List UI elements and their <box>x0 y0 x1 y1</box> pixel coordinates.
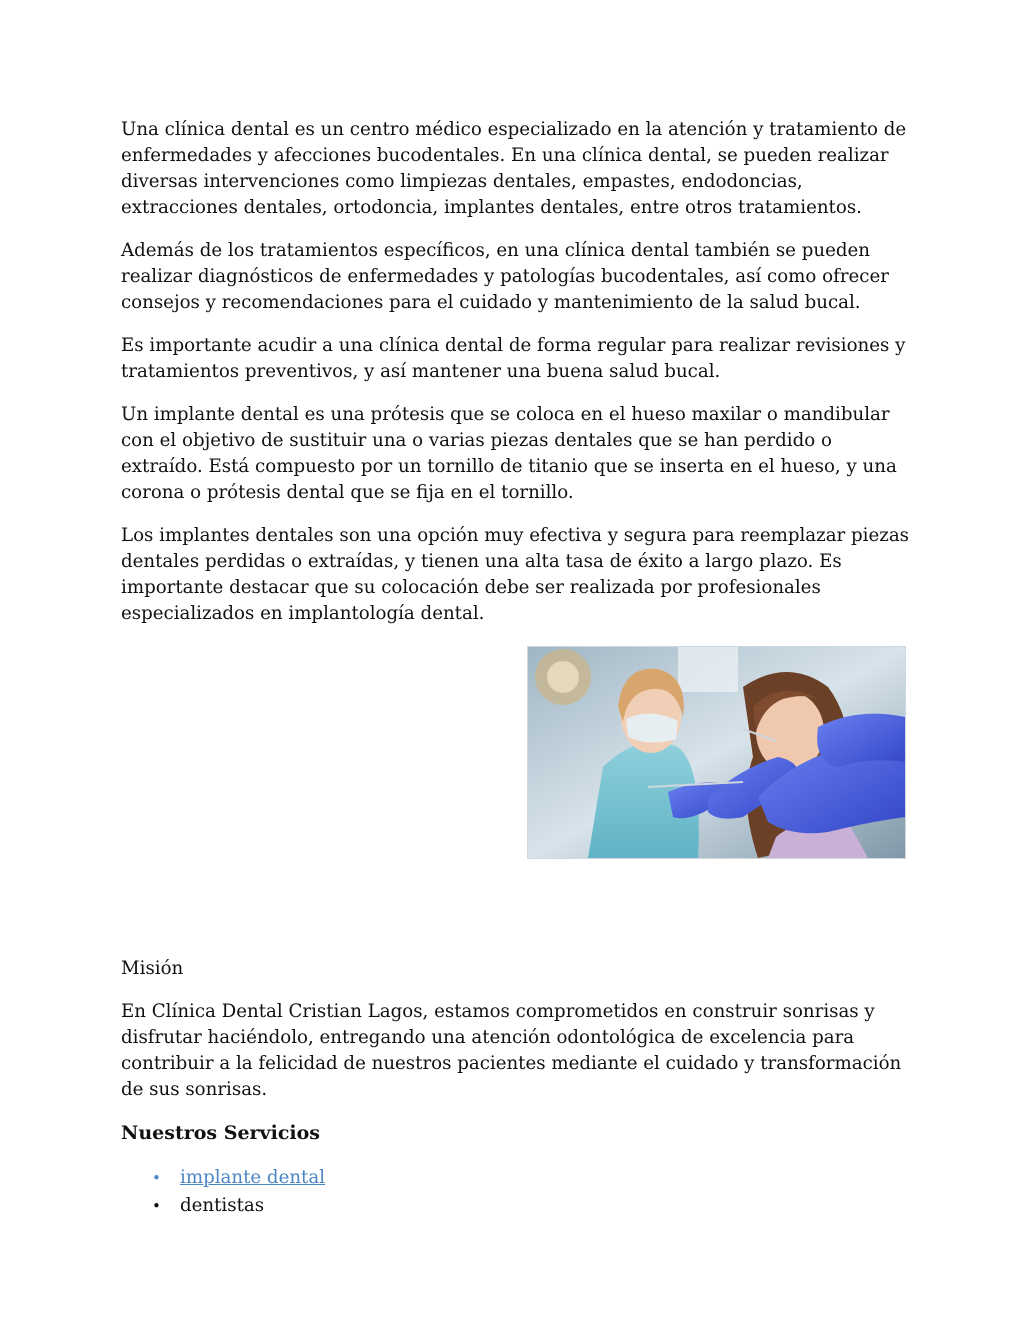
dental-clinic-photo <box>527 646 906 859</box>
dentistas-label: dentistas <box>180 1195 265 1216</box>
services-heading: Nuestros Servicios <box>121 1122 320 1144</box>
document-body <box>121 117 911 1220</box>
mission-heading: Misión <box>121 958 184 979</box>
paragraph-implantes-dentales: Los implantes dentales son una opción muy efectiva y segura para reemplazar piezas dentales perdidas o extraídas, y tienen una alta tasa de éxito a largo plazo. Es importante destacar que su colocación debe ser realizada por profesionales especializados en implantología dental. <box>121 525 910 624</box>
services-list <box>121 1164 911 1220</box>
list-item-dentistas <box>152 1192 911 1220</box>
bullet-icon: • <box>152 1169 161 1187</box>
implante-dental-link[interactable]: implante dental <box>180 1167 326 1188</box>
photo-container <box>121 644 911 956</box>
paragraph-clinica: Una clínica dental es un centro médico especializado en la atención y tratamiento de enfermedades y afecciones bucodentales. En una clínica dental, se pueden realizar diversas intervenciones como limpiezas dentales, empastes, endodoncias, extracciones dentales, ortodoncia, implantes dentales, entre otros tratamientos. <box>121 119 907 218</box>
list-item-implante-dental <box>152 1164 911 1192</box>
mission-text: En Clínica Dental Cristian Lagos, estamos comprometidos en construir sonrisas y disfrutar haciéndolo, entregando una atención odontológica de excelencia para contribuir a la felicidad de nuestros pacientes mediante el cuidado y transformación de sus sonrisas. <box>121 1001 902 1100</box>
paragraph-ademas: Además de los tratamientos específicos, en una clínica dental también se pueden realizar diagnósticos de enfermedades y patologías bucodentales, así como ofrecer consejos y recomendaciones para el cuidado y mantenimiento de la salud bucal. <box>121 240 889 313</box>
bullet-icon: • <box>152 1197 161 1215</box>
paragraph-importante: Es importante acudir a una clínica dental de forma regular para realizar revisiones y tratamientos preventivos, y así mantener una buena salud bucal. <box>121 335 906 382</box>
paragraph-implante: Un implante dental es una prótesis que se coloca en el hueso maxilar o mandibular con el objetivo de sustituir una o varias piezas dentales que se han perdido o extraído. Está compuesto por un tornillo de titanio que se inserta en el hueso, y una corona o prótesis dental que se fija en el tornillo. <box>121 404 897 503</box>
